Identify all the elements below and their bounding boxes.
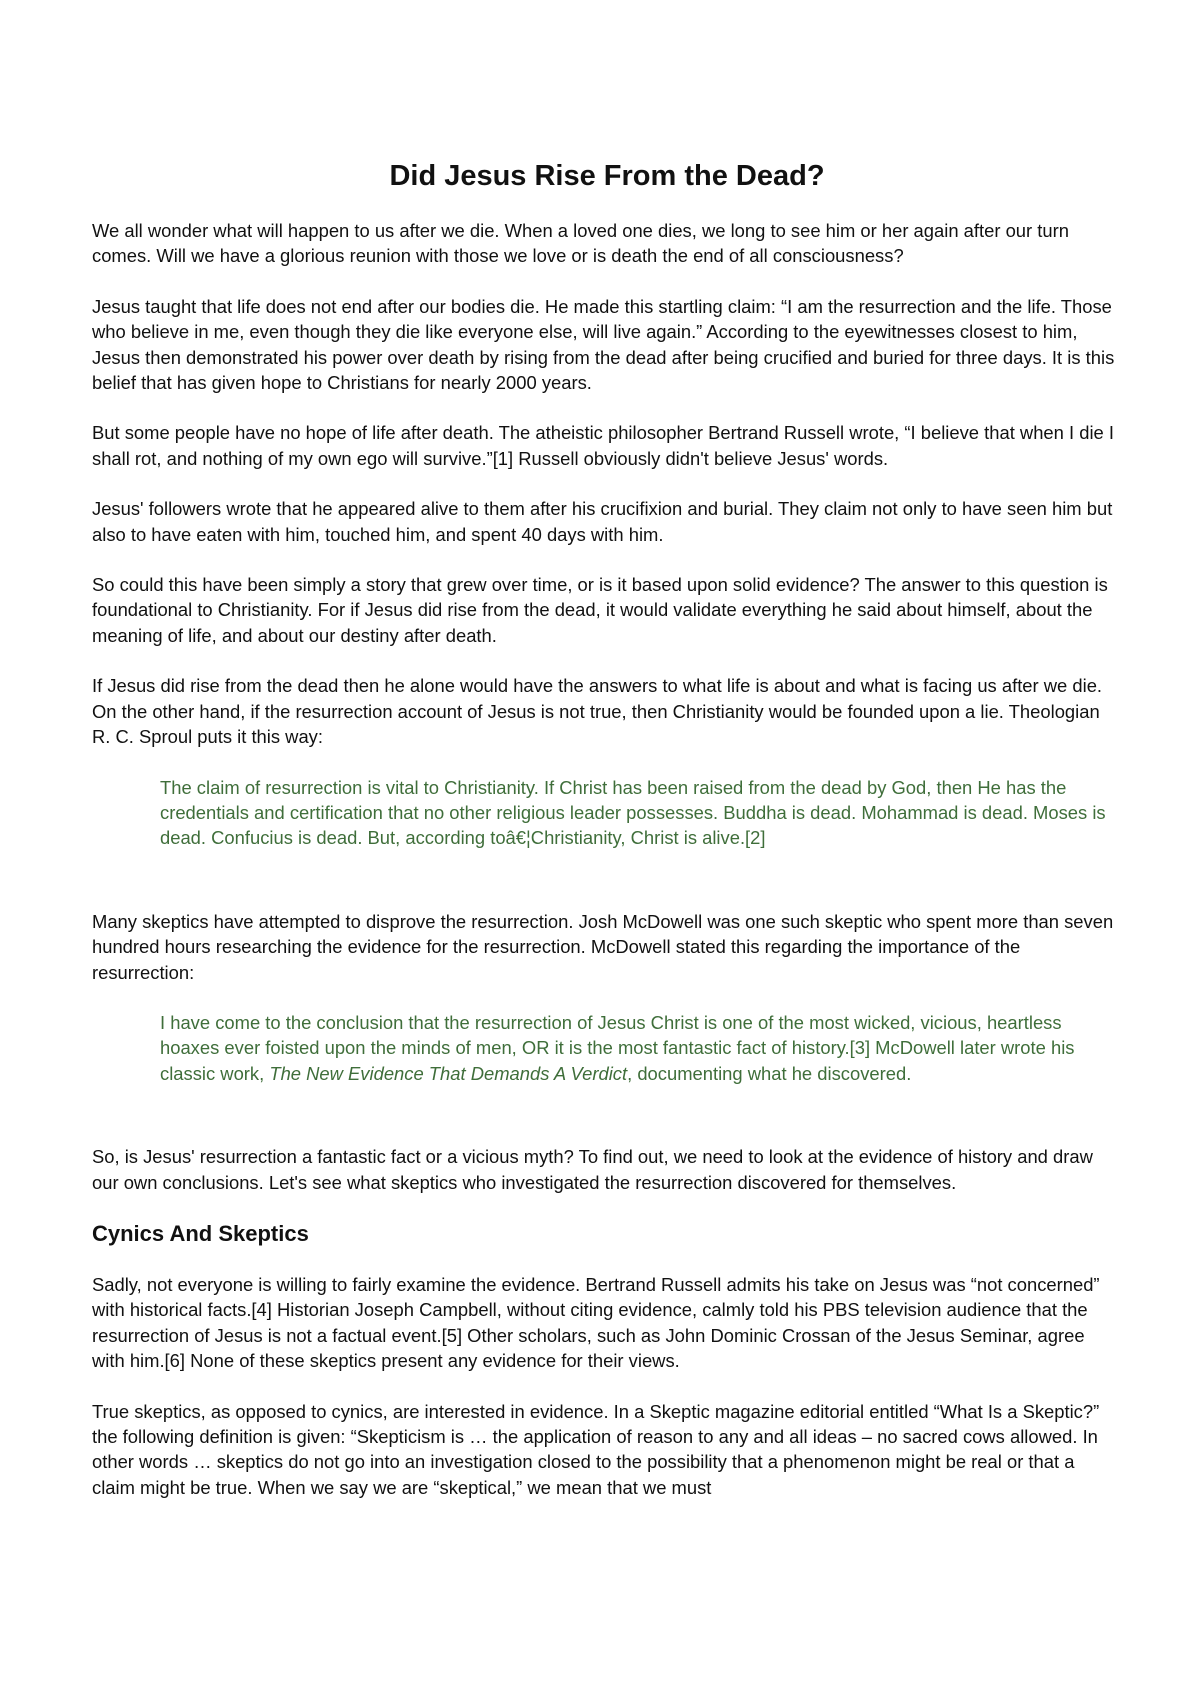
- document-page: [92, 158, 1122, 1525]
- paragraph-true-skeptics: True skeptics, as opposed to cynics, are interested in evidence. In a Skeptic magazine editorial entitled “What Is a Skeptic?” the following definition is given: “Skepticism is … the application of reason to any and all ideas – no sacred cows allowed. In other words … skeptics do not go into an investigation closed to the possibility that a phenomenon might be real or that a claim might be true. When we say we are “skeptical,” we mean that we must: [92, 1400, 1100, 1498]
- document-title: Did Jesus Rise From the Dead?: [389, 160, 825, 192]
- quote-mcdowell-text: I have come to the conclusion that the resurrection of Jesus Christ is one of the most wicked, vicious, heartless hoaxes ever foisted upon the minds of men, OR it is the most fantastic fact of history.[3] McDowell later wrote his classic work,: [160, 1011, 1075, 1084]
- paragraph-mcdowell-intro: Many skeptics have attempted to disprove the resurrection. Josh McDowell was one such skeptic who spent more than seven hundred hours researching the evidence for the resurrection. McDowell stated this regarding the importance of the resurrection:: [92, 910, 1114, 983]
- paragraph-cynics: Sadly, not everyone is willing to fairly examine the evidence. Bertrand Russell admits his take on Jesus was “not concerned” with historical facts.[4] Historian Joseph Campbell, without citing evidence, calmly told his PBS television audience that the resurrection of Jesus is not a factual event.[5] Other scholars, such as John Dominic Crossan of the Jesus Seminar, agree with him.[6] None of these skeptics present any evidence for their views.: [92, 1273, 1100, 1372]
- paragraph-jesus-taught: Jesus taught that life does not end after our bodies die. He made this startling claim: “I am the resurrection and the life. Those who believe in me, even though they die like everyone else, will live again.” According to the eyewitnesses closest to him, Jesus then demonstrated his power over death by rising from the dead after being crucified and buried for three days. It is this belief that has given hope to Christians for nearly 2000 years.: [92, 295, 1115, 394]
- paragraph-russell: But some people have no hope of life after death. The atheistic philosopher Bertrand Russell wrote, “I believe that when I die I shall rot, and nothing of my own ego will survive.”[1] Russell obviously didn't believe Jesus' words.: [92, 422, 1114, 469]
- section-heading-cynics: Cynics And Skeptics: [92, 1220, 309, 1246]
- paragraph-evidence-question: So could this have been simply a story that grew over time, or is it based upon solid evidence? The answer to this question is foundational to Christianity. For if Jesus did rise from the dead, it would validate everything he said about himself, about the meaning of life, and about our destiny after death.: [92, 574, 1108, 646]
- blockquote-mcdowell: [160, 1010, 1122, 1086]
- paragraph-intro: We all wonder what will happen to us after we die. When a loved one dies, we long to see him or her again after our turn comes. Will we have a glorious reunion with those we love or is death the end of all consciousness?: [92, 220, 1069, 267]
- paragraph-sproul-intro: If Jesus did rise from the dead then he alone would have the answers to what life is about and what is facing us after we die. On the other hand, if the resurrection account of Jesus is not true, then Christianity would be founded upon a lie. Theologian R. C. Sproul puts it this way:: [92, 675, 1103, 748]
- book-title: The New Evidence That Demands A Verdict: [269, 1062, 628, 1084]
- paragraph-followers: Jesus' followers wrote that he appeared alive to them after his crucifixion and burial. They claim not only to have seen him but also to have eaten with him, touched him, and spent 40 days with him.: [92, 498, 1113, 545]
- quote-mcdowell-end: , documenting what he discovered.: [627, 1062, 912, 1084]
- blockquote-sproul: The claim of resurrection is vital to Christianity. If Christ has been raised from the dead by God, then He has the credentials and certification that no other religious leader possesses. Buddha is dead. Mohammad is dead. Moses is dead. Confucius is dead. But, according toâ€¦Christianity, Christ is alive.[2]: [160, 776, 1106, 849]
- paragraph-fact-or-myth: So, is Jesus' resurrection a fantastic fact or a vicious myth? To find out, we need to look at the evidence of history and draw our own conclusions. Let's see what skeptics who investigated the resurrection discovered for themselves.: [92, 1146, 1093, 1193]
